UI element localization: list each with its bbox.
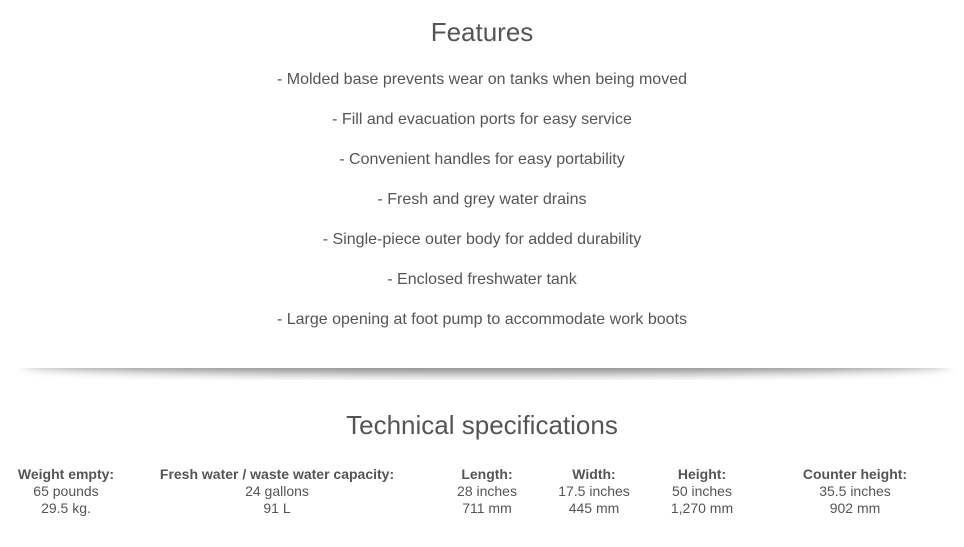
- spec-label: Fresh water / waste water capacity:: [159, 466, 395, 482]
- spec-counter-height: [803, 466, 907, 517]
- section-divider-shadow: [12, 368, 960, 380]
- spec-label: Counter height:: [802, 466, 908, 482]
- spec-value-metric: 445 mm: [568, 500, 620, 516]
- spec-label: Length:: [461, 466, 513, 482]
- spec-label: Width:: [572, 466, 616, 482]
- spec-value-metric: 29.5 kg.: [41, 500, 91, 516]
- feature-list: [0, 68, 964, 348]
- spec-value-metric: 902 mm: [829, 500, 881, 516]
- spec-value-imperial: 35.5 inches: [819, 483, 891, 499]
- spec-capacity: [160, 466, 394, 517]
- spec-value-metric: 711 mm: [462, 500, 512, 516]
- feature-item: - Molded base prevents wear on tanks when being moved: [276, 71, 687, 88]
- spec-value-imperial: 24 gallons: [245, 483, 309, 499]
- spec-width: [558, 466, 630, 517]
- spec-value-imperial: 28 inches: [457, 483, 517, 499]
- features-title: Features: [430, 17, 534, 47]
- feature-item: - Enclosed freshwater tank: [387, 271, 577, 288]
- feature-item: - Fill and evacuation ports for easy service: [332, 111, 632, 128]
- feature-item: - Fresh and grey water drains: [377, 191, 587, 208]
- spec-value-imperial: 50 inches: [672, 483, 732, 499]
- spec-value-imperial: 65 pounds: [33, 483, 99, 499]
- spec-label: Weight empty:: [17, 466, 115, 482]
- feature-item: - Large opening at foot pump to accommodate work boots: [276, 311, 687, 328]
- specs-title: Technical specifications: [346, 410, 618, 440]
- spec-height: [671, 466, 733, 517]
- spec-value-metric: 91 L: [263, 500, 291, 516]
- feature-item: - Single-piece outer body for added durability: [322, 231, 642, 248]
- spec-weight-empty: [18, 466, 114, 517]
- spec-value-metric: 1,270 mm: [670, 500, 734, 516]
- feature-item: - Convenient handles for easy portability: [339, 151, 625, 168]
- spec-label: Height:: [677, 466, 727, 482]
- spec-value-imperial: 17.5 inches: [558, 483, 630, 499]
- spec-length: [457, 466, 517, 517]
